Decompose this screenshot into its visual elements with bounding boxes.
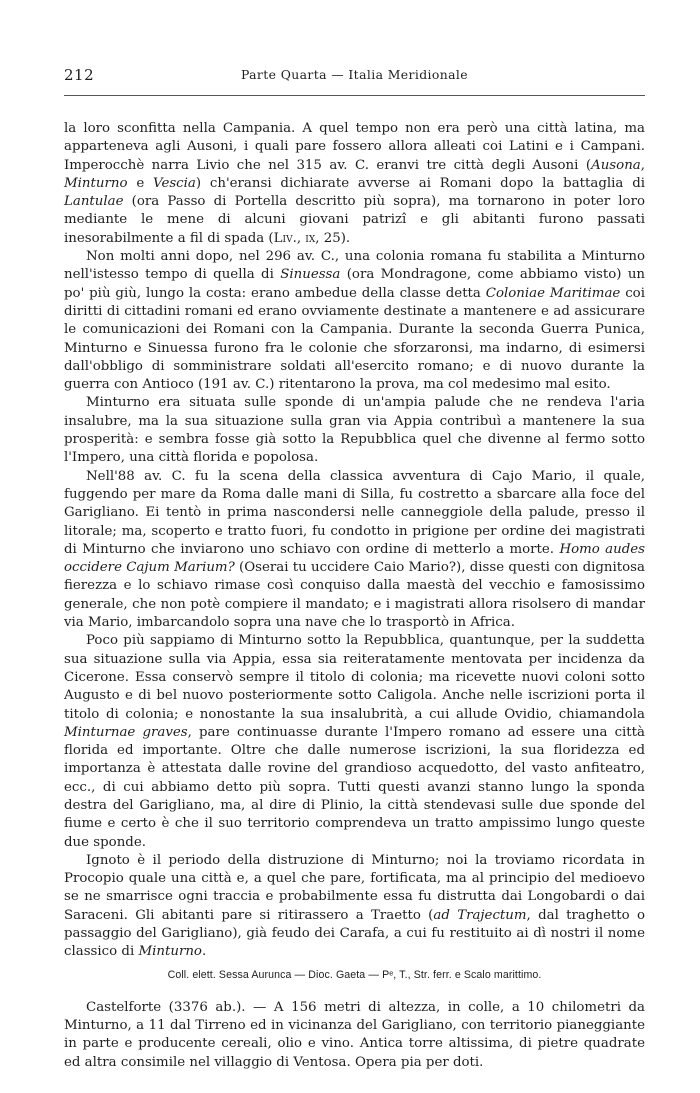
castelforte-entry [64,999,645,1072]
paragraph-1: la loro sconfitta nella Campania. A quel tempo non era però una città latina, ma apparteneva agli Ausoni, i quali pare fossero allora alleati coi Latini e i Campani. Imperocchè narra Livio che nel 315 av. C. eranvi tre città degli Ausoni (Ausona, Minturno e Vescia) ch'eransi dichiarate avverse ai Romani dopo la battaglia di Lantulae (ora Passo di Portella descritto più sopra), ma tornarono in poter loro mediante le mene di alcuni giovani patrizî e gli abitanti furono passati inesorabilmente a fil di spada (Liv., ix, 25). [64,121,645,246]
paragraph-5: Poco più sappiamo di Minturno sotto la Repubblica, quantunque, per la suddetta sua situazione sulla via Appia, essa sia reiteratamente mentovata per incidenza da Cicerone. Essa conservò sempre il titolo di colonia; ma ricevette nuovi coloni sotto Augusto e di bel nuovo posteriormente sotto Caligola. Anche nelle iscrizioni porta il titolo di colonia; e nonostante la sua insalubrità, a cui allude Ovidio, chiamandola Minturnae graves, pare continuasse durante l'Impero romano ad essere una città florida ed importante. Oltre che dalle numerose iscrizioni, la sua floridezza ed importanza è attestata dalle rovine del grandioso acquedotto, del vasto anfiteatro, ecc., di cui abbiamo detto più sopra. Tutti questi avanzi stanno lungo la sponda destra del Garigliano, ma, al dire di Plinio, la città stendevasi sulle due sponde del fiume e certo è che il suo territorio comprendeva un tratto ampissimo lungo queste due sponde. [64,633,645,850]
header-rule [64,95,645,96]
running-head [64,64,645,88]
book-page [64,64,645,1072]
body-text [64,120,645,962]
paragraph-4: Nell'88 av. C. fu la scena della classica avventura di Cajo Mario, il quale, fuggendo per mare da Roma dalle mani di Silla, fu costretto a sbarcare alla foce del Garigliano. Ei tentò in prima nascondersi nelle canneggiole della palude, presso il litorale; ma, scoperto e tratto fuori, fu condotto in prigione per ordine dei magistrati di Minturno che inviarono uno schiavo con ordine di metterlo a morte. Homo audes occidere Cajum Marium? (Oserai tu uccidere Caio Mario?), disse questi con dignitosa fierezza e lo schiavo rimase così conquiso dalla maestà del vecchio e famosissimo generale, che non potè compiere il mandato; e i magistrati allora risolsero di mandar via Mario, imbarcandolo sopra una nave che lo trasportò in Africa. [64,468,646,631]
entry-paragraph: Castelforte (3376 ab.). — A 156 metri di altezza, in colle, a 10 chilometri da Minturno, a 11 dal Tirreno ed in vicinanza del Garigliano, con territorio pianeggiante in parte e producente cereali, olio e vino. Antica torre altissima, di pietre quadrate ed altra consimile nel villaggio di Ventosa. Opera pia per doti. [64,999,645,1070]
paragraph-6: Ignoto è il periodo della distruzione di Minturno; noi la troviamo ricordata in Procopio quale una città e, a quel che pare, fortificata, ma al principio del medioevo se ne smarrisce ogni traccia e probabilmente essa fu distrutta dai Longobardi o dai Saraceni. Gli abitanti pare si ritirassero a Traetto (ad Trajectum, dal traghetto o passaggio del Garigliano), già feudo dei Carafa, a cui fu restituito ai dì nostri il nome classico di Minturno. [64,852,645,960]
citation: Liv., ix [273,230,316,246]
administrative-note: Coll. elett. Sessa Aurunca — Dioc. Gaeta — Pᵉ, T., Str. ferr. e Scalo marittimo. [167,968,542,981]
paragraph-2: Non molti anni dopo, nel 296 av. C., una colonia romana fu stabilita a Minturno nell'istesso tempo di quella di Sinuessa (ora Mondragone, come abbiamo visto) un po' più giù, lungo la costa: erano ambedue della classe detta Coloniae Maritimae coi diritti di cittadini romani ed erano ovviamente destinate a mantenere e ad assicurare le comunicazioni dei Romani con la Campania. Durante la seconda Guerra Punica, Minturno e Sinuessa furono fra le colonie che sforzaronsi, ma indarno, di esimersi dall'obbligo di somministrare soldati all'esercito romano; e di nuovo durante la guerra con Antioco (191 av. C.) ritentarono la prova, ma col medesimo mal esito. [64,249,646,393]
running-title: Parte Quarta — Italia Meridionale [240,67,469,82]
paragraph-3: Minturno era situata sulle sponde di un'ampia palude che ne rendeva l'aria insalubre, ma la sua situazione sulla gran via Appia contribuì a mantenere la sua prosperità: e sembra fosse già sotto la Repubblica quel che divenne al fermo sotto l'Impero, una città florida e popolosa. [64,395,645,466]
page-number: 212 [64,66,95,84]
